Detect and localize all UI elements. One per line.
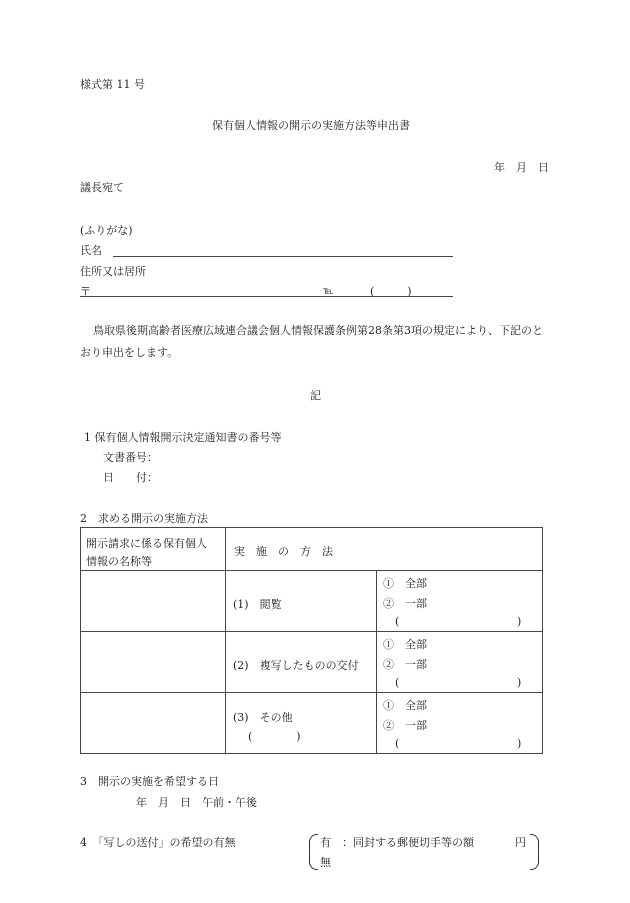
furigana-label: (ふりがな) — [80, 224, 133, 237]
name-cell-1[interactable] — [81, 571, 226, 632]
table-row — [81, 632, 543, 693]
left-bracket — [309, 834, 318, 870]
body-text-line2: おり申出をします。 — [80, 346, 179, 359]
option-yes[interactable]: 有 ：同封する郵便切手等の額 — [320, 836, 474, 849]
option-paren-open: ( — [395, 737, 400, 750]
method-table — [80, 527, 543, 754]
tel-paren: ( ) — [370, 285, 412, 298]
option-cell-1 — [377, 571, 543, 632]
preferred-date-value[interactable]: 年 月 日 午前・午後 — [136, 796, 257, 809]
ki-mark: 記 — [310, 389, 321, 402]
yen-label: 円 — [515, 836, 526, 849]
date-line: 年 月 日 — [494, 161, 549, 174]
method-other-paren[interactable]: ( ) — [248, 730, 301, 743]
option-cell-2 — [377, 632, 543, 693]
method-cell-2 — [226, 632, 377, 693]
header-method-label: 実 施 の 方 法 — [234, 545, 333, 558]
header-name-line2: 情報の名称等 — [86, 555, 152, 568]
option-all[interactable]: ① 全部 — [383, 699, 427, 712]
option-all[interactable]: ① 全部 — [383, 577, 427, 590]
table-row — [81, 693, 543, 754]
right-bracket — [530, 834, 539, 870]
header-name-line1: 開示請求に係る保有個人 — [86, 537, 207, 550]
tel-label: ℡ — [323, 286, 334, 297]
postal-mark: 〒 — [80, 285, 91, 298]
doc-number-label: 文書番号： — [103, 451, 158, 464]
section2-heading: 2 求める開示の実施方法 — [80, 512, 208, 525]
table-row — [81, 571, 543, 632]
option-partial[interactable]: ② 一部 — [383, 597, 427, 610]
section1-heading: 1 保有個人情報開示決定通知書の番号等 — [84, 431, 282, 444]
option-paren-close: ) — [517, 737, 522, 750]
method-cell-3 — [226, 693, 377, 754]
option-paren-open: ( — [395, 676, 400, 689]
name-cell-3[interactable] — [81, 693, 226, 754]
name-cell-2[interactable] — [81, 632, 226, 693]
section3-heading: 3 開示の実施を希望する日 — [80, 775, 219, 788]
method-label: (2) 複写したものの交付 — [233, 659, 359, 672]
address-label: 住所又は居所 — [80, 265, 146, 278]
option-paren-close: ) — [517, 615, 522, 628]
address-underline[interactable] — [80, 296, 453, 297]
option-all[interactable]: ① 全部 — [383, 638, 427, 651]
addressee: 議長宛て — [80, 181, 124, 194]
option-no[interactable]: 無 — [320, 856, 331, 869]
name-underline[interactable] — [113, 256, 453, 257]
section4-heading: 4 「写しの送付」の希望の有無 — [80, 836, 236, 849]
option-partial[interactable]: ② 一部 — [383, 658, 427, 671]
header-cell-method — [226, 528, 543, 571]
date-label: 日 付： — [103, 471, 158, 484]
name-label: 氏名 — [80, 244, 102, 257]
method-label: (1) 閲覧 — [233, 598, 282, 611]
body-text-line1: 鳥取県後期高齢者医療広域連合議会個人情報保護条例第28条第3項の規定により、下記のと — [93, 324, 543, 337]
header-cell-name — [81, 528, 226, 571]
document-title: 保有個人情報の開示の実施方法等申出書 — [212, 119, 410, 132]
option-paren-open: ( — [395, 615, 400, 628]
option-partial[interactable]: ② 一部 — [383, 719, 427, 732]
option-paren-close: ) — [517, 676, 522, 689]
option-cell-3 — [377, 693, 543, 754]
form-number: 様式第 11 号 — [80, 78, 145, 91]
method-cell-1 — [226, 571, 377, 632]
method-label: (3) その他 — [233, 711, 293, 724]
